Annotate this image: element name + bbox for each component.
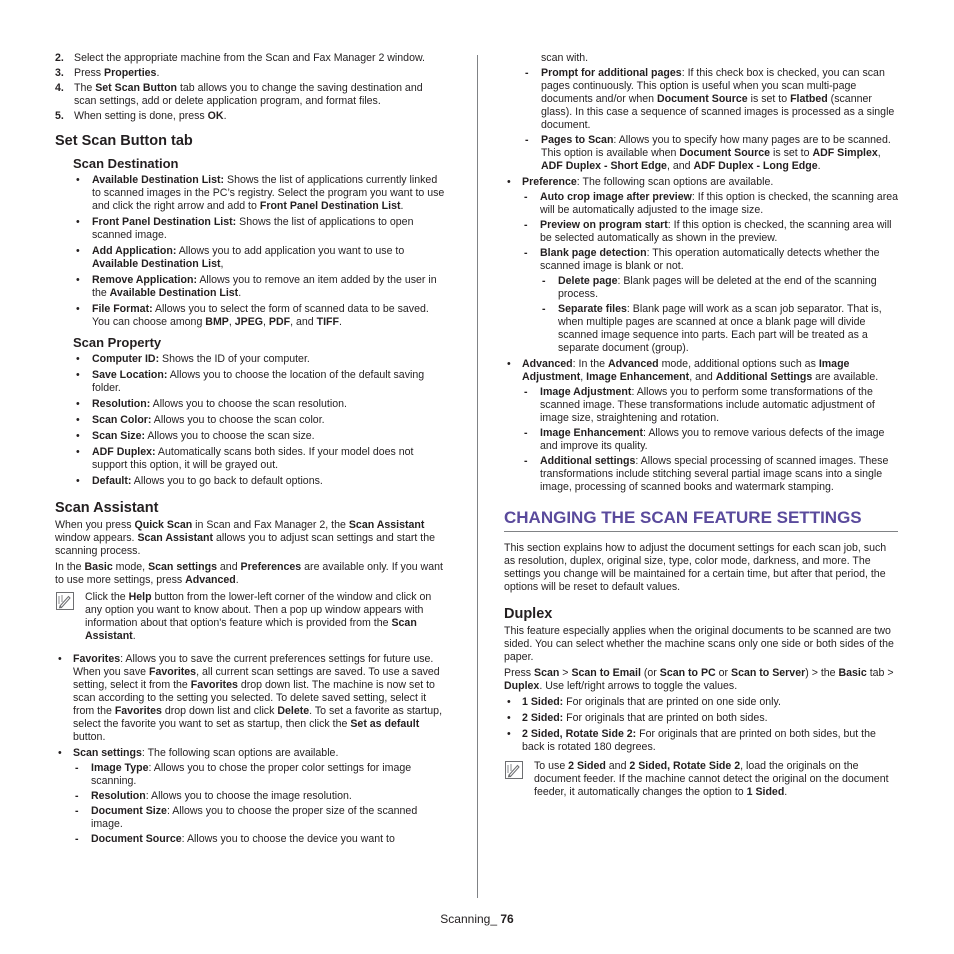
scan-settings-item: • Scan settings: The following scan options are available. - Image Type: Allows you to chose the proper color settings for image scanning. - Resolution: Allows you to choose the image resolution. - Document Size: Allows you to choose the proper size of the scanned image. - Document Source: Allows you to choose the device you want to (55, 747, 447, 846)
list-item: • Front Panel Destination List: Shows the list of applications to open scanned image. (55, 216, 447, 242)
continued-text: scan with. (541, 52, 589, 64)
list-item: - Image Enhancement: Allows you to remove various defects of the image and improve its quality. (522, 427, 898, 453)
page-number: 76 (500, 912, 514, 926)
scan-destination-list (55, 174, 447, 329)
list-item: • 2 Sided: For originals that are printed on both sides. (504, 712, 898, 725)
list-item: • Computer ID: Shows the ID of your computer. (55, 353, 447, 366)
footer-label: Scanning_ (440, 912, 501, 926)
assistant-options-list (55, 653, 447, 846)
list-item: - Resolution: Allows you to choose the image resolution. (73, 790, 447, 803)
preference-advanced-list (504, 176, 898, 494)
duplex-note: To use 2 Sided and 2 Sided, Rotate Side 2, load the originals on the document feeder. If the machine cannot detect the original on the document feeder, it automatically changes the option to 1 Sided. (504, 760, 898, 799)
list-item: - Image Type: Allows you to chose the proper color settings for image scanning. (73, 762, 447, 788)
list-item: - Blank page detection: This operation automatically detects whether the scanned image is blank or not. - Delete page: Blank pages will be deleted at the end of the scanning process. - Separate files: Blank page will work as a scan job separator. That is, when multiple pages are scanned at once a blank page will divide scanned image sequence into parts. Each part will be treated as a separate document (group). (522, 247, 898, 355)
list-item: • ADF Duplex: Automatically scans both sides. If your model does not support this option, it will be grayed out. (55, 446, 447, 472)
step-5: 5. When setting is done, press OK. (55, 110, 227, 122)
section-title: CHANGING THE SCAN FEATURE SETTINGS (504, 508, 898, 532)
duplex-intro: This feature especially applies when the original documents to be scanned are two sided. You can select whether the machine scans only one side or both sides of the paper. (504, 625, 894, 663)
steps-list (55, 52, 447, 123)
note-pencil-icon (505, 761, 523, 779)
list-item: - Document Size: Allows you to choose the proper size of the scanned image. (73, 805, 447, 831)
scan-settings-sublist (73, 762, 447, 846)
duplex-options-list (504, 696, 898, 754)
set-scan-button-heading: Set Scan Button tab (55, 133, 193, 149)
list-item: • Default: Allows you to go back to default options. (55, 475, 447, 488)
scan-assistant-heading: Scan Assistant (55, 500, 159, 516)
scan-assistant-paragraph: When you press Quick Scan in Scan and Fax Manager 2, the Scan Assistant window appears. Scan Assistant allows you to adjust scan settings and start the scanning process. (55, 519, 436, 557)
preference-item: • Preference: The following scan options are available. - Auto crop image after preview: If this option is checked, the scanning area will be automatically adjusted to the image size. - Preview on program start: If this option is checked, the scanning area will be selected automatically as shown in the preview. - Blank page detection: This operation automatically detects whether the scanned image is blank or not. - Delete page: Blank pages will be deleted at the end of the scanning process. - Separate files: Blank page will work as a scan job separator. That is, when multiple pages are scanned at once a blank page will divide scanned image sequence into parts. Each part will be treated as a separate document (group). (504, 176, 898, 355)
list-item: - Pages to Scan: Allows you to specify how many pages are to be scanned. This option is available when Document Source is set to ADF Simplex, ADF Duplex - Short Edge, and ADF Duplex - Long Edge. (523, 134, 898, 173)
advanced-sublist (522, 386, 898, 494)
list-item: • Scan Size: Allows you to choose the scan size. (55, 430, 447, 443)
right-column (504, 52, 898, 809)
list-item: • Resolution: Allows you to choose the scan resolution. (55, 398, 447, 411)
list-item: • 1 Sided: For originals that are printed on one side only. (504, 696, 898, 709)
scan-destination-heading: Scan Destination (73, 156, 179, 171)
left-column (55, 52, 447, 852)
list-item: - Prompt for additional pages: If this check box is checked, you can scan pages continuously. This option is useful when you scan multi-page documents and/or when Document Source is set to Flatbed (scanner glass). In this case a sequence of scanned images is processed as a single document. (523, 67, 898, 132)
list-item: - Separate files: Blank page will work as a scan job separator. That is, when multiple pages are scanned at once a blank page will divide scanned image sequence into parts. Each part will be treated as a separate document (group). (540, 303, 898, 355)
duplex-press-path: Press Scan > Scan to Email (or Scan to PC or Scan to Server) > the Basic tab > Duplex. Use left/right arrows to toggle the values. (504, 667, 894, 692)
list-item: - Preview on program start: If this option is checked, the scanning area will be selected automatically as shown in the preview. (522, 219, 898, 245)
list-item: • 2 Sided, Rotate Side 2: For originals that are printed on both sides, but the back is rotated 180 degrees. (504, 728, 898, 754)
list-item: • File Format: Allows you to select the form of scanned data to be saved. You can choose among BMP, JPEG, PDF, and TIFF. (55, 303, 447, 329)
list-item: • Remove Application: Allows you to remove an item added by the user in the Available Destination List. (55, 274, 447, 300)
favorites-item: • Favorites: Allows you to save the current preferences settings for future use. When you save Favorites, all current scan settings are saved. To use a saved setting, select it from the Favorites drop down list. The machine is now set to scan according to the setting you selected. To delete saved setting, select it from the Favorites drop down list and click Delete. To set a favorite as startup, select the favorite you want to set as startup, then click the Set as default button. (55, 653, 447, 744)
list-item: - Document Source: Allows you to choose the device you want to (73, 833, 447, 846)
step-3: 3. Press Properties. (55, 67, 160, 79)
list-item: • Add Application: Allows you to add application you want to use to Available Destination List, (55, 245, 447, 271)
list-item: • Scan Color: Allows you to choose the scan color. (55, 414, 447, 427)
list-item: - Image Adjustment: Allows you to perform some transformations of the scanned image. These transformations include automatic adjustment of image size, straightening and rotation. (522, 386, 898, 425)
duplex-heading: Duplex (504, 606, 553, 622)
scan-assistant-mode-paragraph: In the Basic mode, Scan settings and Preferences are available only. If you want to use more settings, press Advanced. (55, 561, 443, 586)
list-item: • Available Destination List: Shows the list of applications currently linked to scanned images in the PC’s registry. Select the program you want to use and click the right arrow and add to Front Panel Destination List. (55, 174, 447, 213)
step-2: 2. Select the appropriate machine from the Scan and Fax Manager 2 window. (55, 52, 425, 64)
scan-property-list (55, 353, 447, 488)
page-footer (0, 913, 954, 926)
help-note: Click the Help button from the lower-left corner of the window and click on any option you want to know about. Then a pop up window appears with information about that option's feature which is provided from the Scan Assistant. (55, 591, 447, 643)
advanced-item: • Advanced: In the Advanced mode, additional options such as Image Adjustment, Image Enhancement, and Additional Settings are available. - Image Adjustment: Allows you to perform some transformations of the scanned image. These transformations include automatic adjustment of image size, straightening and rotation. - Image Enhancement: Allows you to remove various defects of the image and improve its quality. - Additional settings: Allows special processing of scanned images. These transformations include stitching several partial image scans into a single image, processing of scanned books and watermark stamping. (504, 358, 898, 494)
scan-settings-continued (523, 52, 898, 173)
list-item: - Auto crop image after preview: If this option is checked, the scanning area will be automatically adjusted to the image size. (522, 191, 898, 217)
preference-sublist (522, 191, 898, 355)
column-divider (477, 55, 478, 898)
section-intro: This section explains how to adjust the document settings for each scan job, such as resolution, duplex, original size, type, color mode, darkness, and more. The settings you change will be maintained for a certain time, but after that period, the options will be reset to default values. (504, 542, 887, 593)
step-4: 4. The Set Scan Button tab allows you to change the saving destination and scan settings, add or delete application program, and format files. (55, 82, 423, 107)
list-item: • Save Location: Allows you to choose the location of the default saving folder. (55, 369, 447, 395)
note-pencil-icon (56, 592, 74, 610)
blank-page-sublist (540, 275, 898, 355)
list-item: - Additional settings: Allows special processing of scanned images. These transformations include stitching several partial image scans into a single image, processing of scanned books and watermark stamping. (522, 455, 898, 494)
list-item: - Delete page: Blank pages will be deleted at the end of the scanning process. (540, 275, 898, 301)
scan-property-heading: Scan Property (73, 335, 162, 350)
